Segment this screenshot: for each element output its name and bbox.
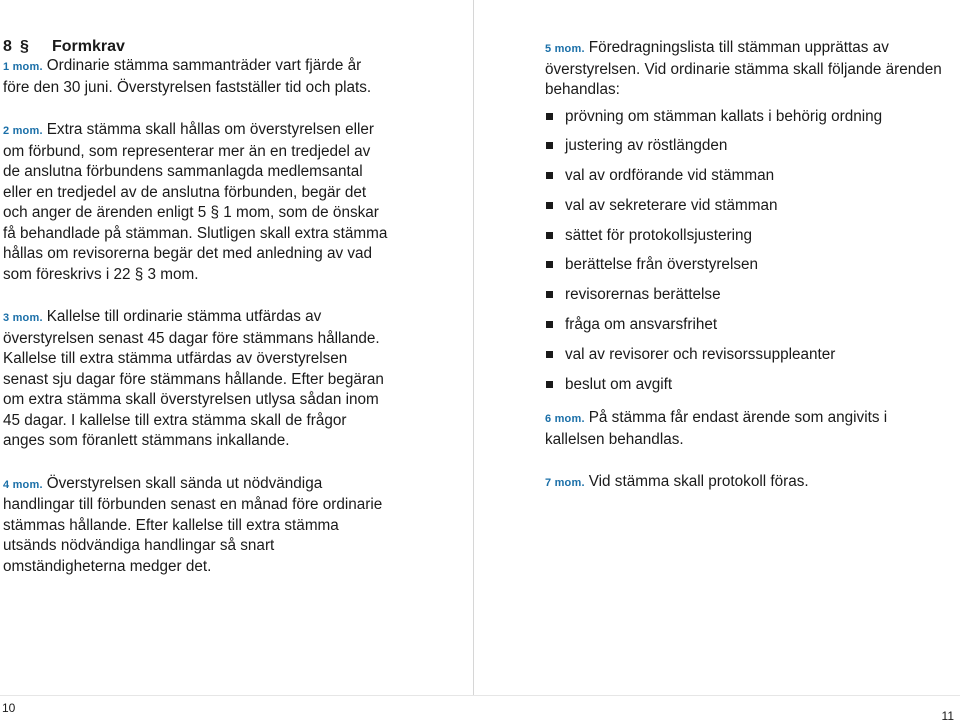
agenda-item: fråga om ansvarsfrihet xyxy=(545,315,945,345)
paragraph-text: Överstyrelsen skall sända ut nödvändiga handlingar till förbunden senast en månad före ordinarie stämmas hållande. Efter kallelse till extra stämma utsänds nödvändiga handlingar så snart omständigheterna medger det. xyxy=(3,474,383,575)
page-gutter-divider xyxy=(473,0,474,695)
mom-label: 4 mom. xyxy=(3,478,43,491)
mom-label: 2 mom. xyxy=(3,125,43,137)
paragraph-text: På stämma får endast ärende som angivits i kallelsen behandlas. xyxy=(545,409,888,448)
mom-label: 6 mom. xyxy=(545,413,585,426)
mom-label: 1 mom. xyxy=(3,61,43,73)
agenda-item: val av sekreterare vid stämman xyxy=(545,196,945,226)
agenda-item: revisorernas berättelse xyxy=(545,285,945,315)
paragraph-mom-4 xyxy=(3,474,388,578)
agenda-item: val av revisorer och revisorssuppleanter xyxy=(545,345,945,375)
paragraph-mom-3 xyxy=(3,307,388,452)
paragraph-text: Kallelse till ordinarie stämma utfärdas av överstyrelsen senast 45 dagar före stämmans hållande. Kallelse till extra stämma utfärdas av överstyrelsen senast sju dagar före stämmans hållande. Efter begäran om extra stämma skall överstyrelsen utlysa sådan inom 45 dagar. I kallelse till extra stämma skall de frågor anges som föranlett stämmans inkallande. xyxy=(3,308,384,449)
page-number-right: 11 xyxy=(941,709,954,723)
agenda-item: val av ordförande vid stämman xyxy=(545,166,945,196)
agenda-list xyxy=(545,107,945,405)
mom-label: 3 mom. xyxy=(3,312,43,324)
paragraph-mom-5 xyxy=(545,38,945,101)
page-footer-rule xyxy=(0,695,960,696)
paragraph-mom-6 xyxy=(545,408,945,450)
page-number-left: 10 xyxy=(2,701,16,715)
agenda-item: prövning om stämman kallats i behörig ordning xyxy=(545,107,945,137)
section-title: Formkrav xyxy=(52,38,125,55)
paragraph-text: Vid stämma skall protokoll föras. xyxy=(588,473,809,491)
paragraph-mom-1 xyxy=(3,56,388,98)
mom-label: 5 mom. xyxy=(545,43,585,55)
left-page-column xyxy=(3,38,388,599)
right-page-column xyxy=(545,38,945,516)
mom-label: 7 mom. xyxy=(545,477,585,490)
paragraph-text: Ordinarie stämma sammanträder vart fjärde år före den 30 juni. Överstyrelsen fastställer tid och plats. xyxy=(3,57,372,96)
paragraph-mom-7 xyxy=(545,472,945,494)
section-heading xyxy=(3,38,388,56)
paragraph-text: Föredragningslista till stämman upprättas av överstyrelsen. Vid ordinarie stämma skall följande ärenden behandlas: xyxy=(545,39,942,98)
agenda-item: sättet för protokollsjustering xyxy=(545,226,945,256)
paragraph-text: Extra stämma skall hållas om överstyrelsen eller om förbund, som representerar mer än en tredjedel av de anslutna förbundens sammanlagda medlemsantal eller en tredjedel av de anslutna förbunden, begär det och anger de ärenden enligt 5 § 1 mom, som de önskar få behandlade på stämman. Slutligen skall extra stämma hållas om revisorerna begär det med anledning av vad som föreskrivs i 22 § 3 mom. xyxy=(3,121,388,283)
section-symbol: § xyxy=(20,38,29,55)
agenda-item: berättelse från överstyrelsen xyxy=(545,255,945,285)
paragraph-mom-2 xyxy=(3,120,388,285)
agenda-item: beslut om avgift xyxy=(545,375,945,405)
agenda-item: justering av röstlängden xyxy=(545,136,945,166)
section-number: 8 xyxy=(3,38,12,55)
